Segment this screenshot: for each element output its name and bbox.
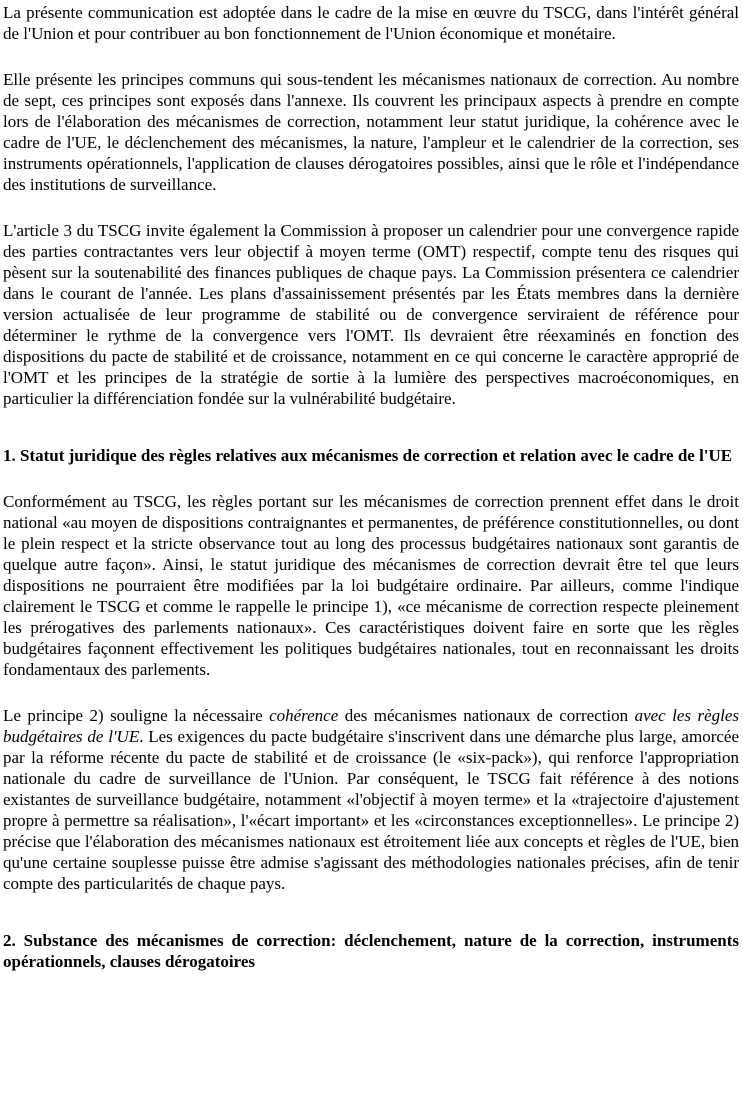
section-heading-1-statut-juridique: 1. Statut juridique des règles relatives aux mécanismes de correction et relation avec le cadre de l'UE <box>3 446 733 465</box>
text-segment: . Les exigences du pacte budgétaire s'inscrivent dans une démarche plus large, amorcée par la réforme récente du pacte de stabilité et de croissance (le «six-pack»), qui renforce l'appropriation nationale du cadre de surveillance de l'Union. Par conséquent, le TSCG fait référence à des notions existantes de surveillance budgétaire, notamment «l'objectif à moyen terme» et la «trajectoire d'ajustement propre à permettre sa réalisation», l'«écart important» et les «circonstances exceptionnelles». Le principe 2) précise que l'élaboration des mécanismes nationaux est étroitement liée aux concepts et règles de l'UE, bien qu'une certaine souplesse puisse être admise s'agissant des méthodologies nationales précises, afin de tenir compte des particularités de chaque pays. <box>3 727 740 893</box>
text-segment: des mécanismes nationaux de correction <box>338 706 635 725</box>
paragraph-article-3: L'article 3 du TSCG invite également la Commission à proposer un calendrier pour une convergence rapide des parties contractantes vers leur objectif à moyen terme (OMT) respectif, compte tenu des risques qui pèsent sur la soutenabilité des finances publiques de chaque pays. La Commission présentera ce calendrier dans le courant de l'année. Les plans d'assainissement présentés par les États membres dans la dernière version actualisée de leur programme de stabilité ou de convergence serviraient de référence pour déterminer le rythme de la convergence vers l'OMT. Ils devraient être réexaminés en fonction des dispositions du pacte de stabilité et de croissance, notamment en ce qui concerne le caractère approprié de l'OMT et les principes de la stratégie de sortie à la lumière des perspectives macroéconomiques, en particulier la différenciation fondée sur la vulnérabilité budgétaire. <box>3 221 739 408</box>
paragraph-principe-2 <box>3 705 739 894</box>
text-segment-italic: avec les règles budgétaires de l'UE <box>3 706 739 746</box>
text-segment-italic: cohérence <box>269 706 339 725</box>
section-heading-2-substance: 2. Substance des mécanismes de correction: déclenchement, nature de la correction, instruments opérationnels, clauses dérogatoires <box>3 931 739 971</box>
paragraph-intro-tscg: La présente communication est adoptée dans le cadre de la mise en œuvre du TSCG, dans l'intérêt général de l'Union et pour contribuer au bon fonctionnement de l'Union économique et monétaire. <box>3 3 739 43</box>
text-segment: Le principe 2) souligne la nécessaire <box>3 706 270 725</box>
paragraph-conformement-tscg: Conformément au TSCG, les règles portant sur les mécanismes de correction prennent effet dans le droit national «au moyen de dispositions contraignantes et permanentes, de préférence constitutionnelles, ou dont le plein respect et la stricte observance tout au long des processus budgétaires nationaux sont garantis de quelque autre façon». Ainsi, le statut juridique des mécanismes de correction devrait être tel que leurs dispositions ne pourraient être modifiées par la loi budgétaire ordinaire. Par ailleurs, comme l'indique clairement le TSCG et comme le rappelle le principe 1), «ce mécanisme de correction respecte pleinement les prérogatives des parlements nationaux». Ces caractéristiques doivent faire en sorte que les règles budgétaires façonnent effectivement les politiques budgétaires nationales, tout en reconnaissant les droits fondamentaux des parlements. <box>3 492 739 679</box>
paragraph-principes-communs: Elle présente les principes communs qui sous-tendent les mécanismes nationaux de correction. Au nombre de sept, ces principes sont exposés dans l'annexe. Ils couvrent les principaux aspects à prendre en compte lors de l'élaboration des mécanismes de correction, notamment leur statut juridique, la cohérence avec le cadre de l'UE, le déclenchement des mécanismes, la nature, l'ampleur et le calendrier de la correction, ses instruments opérationnels, l'application de clauses dérogatoires possibles, ainsi que le rôle et l'indépendance des institutions de surveillance. <box>3 70 739 194</box>
